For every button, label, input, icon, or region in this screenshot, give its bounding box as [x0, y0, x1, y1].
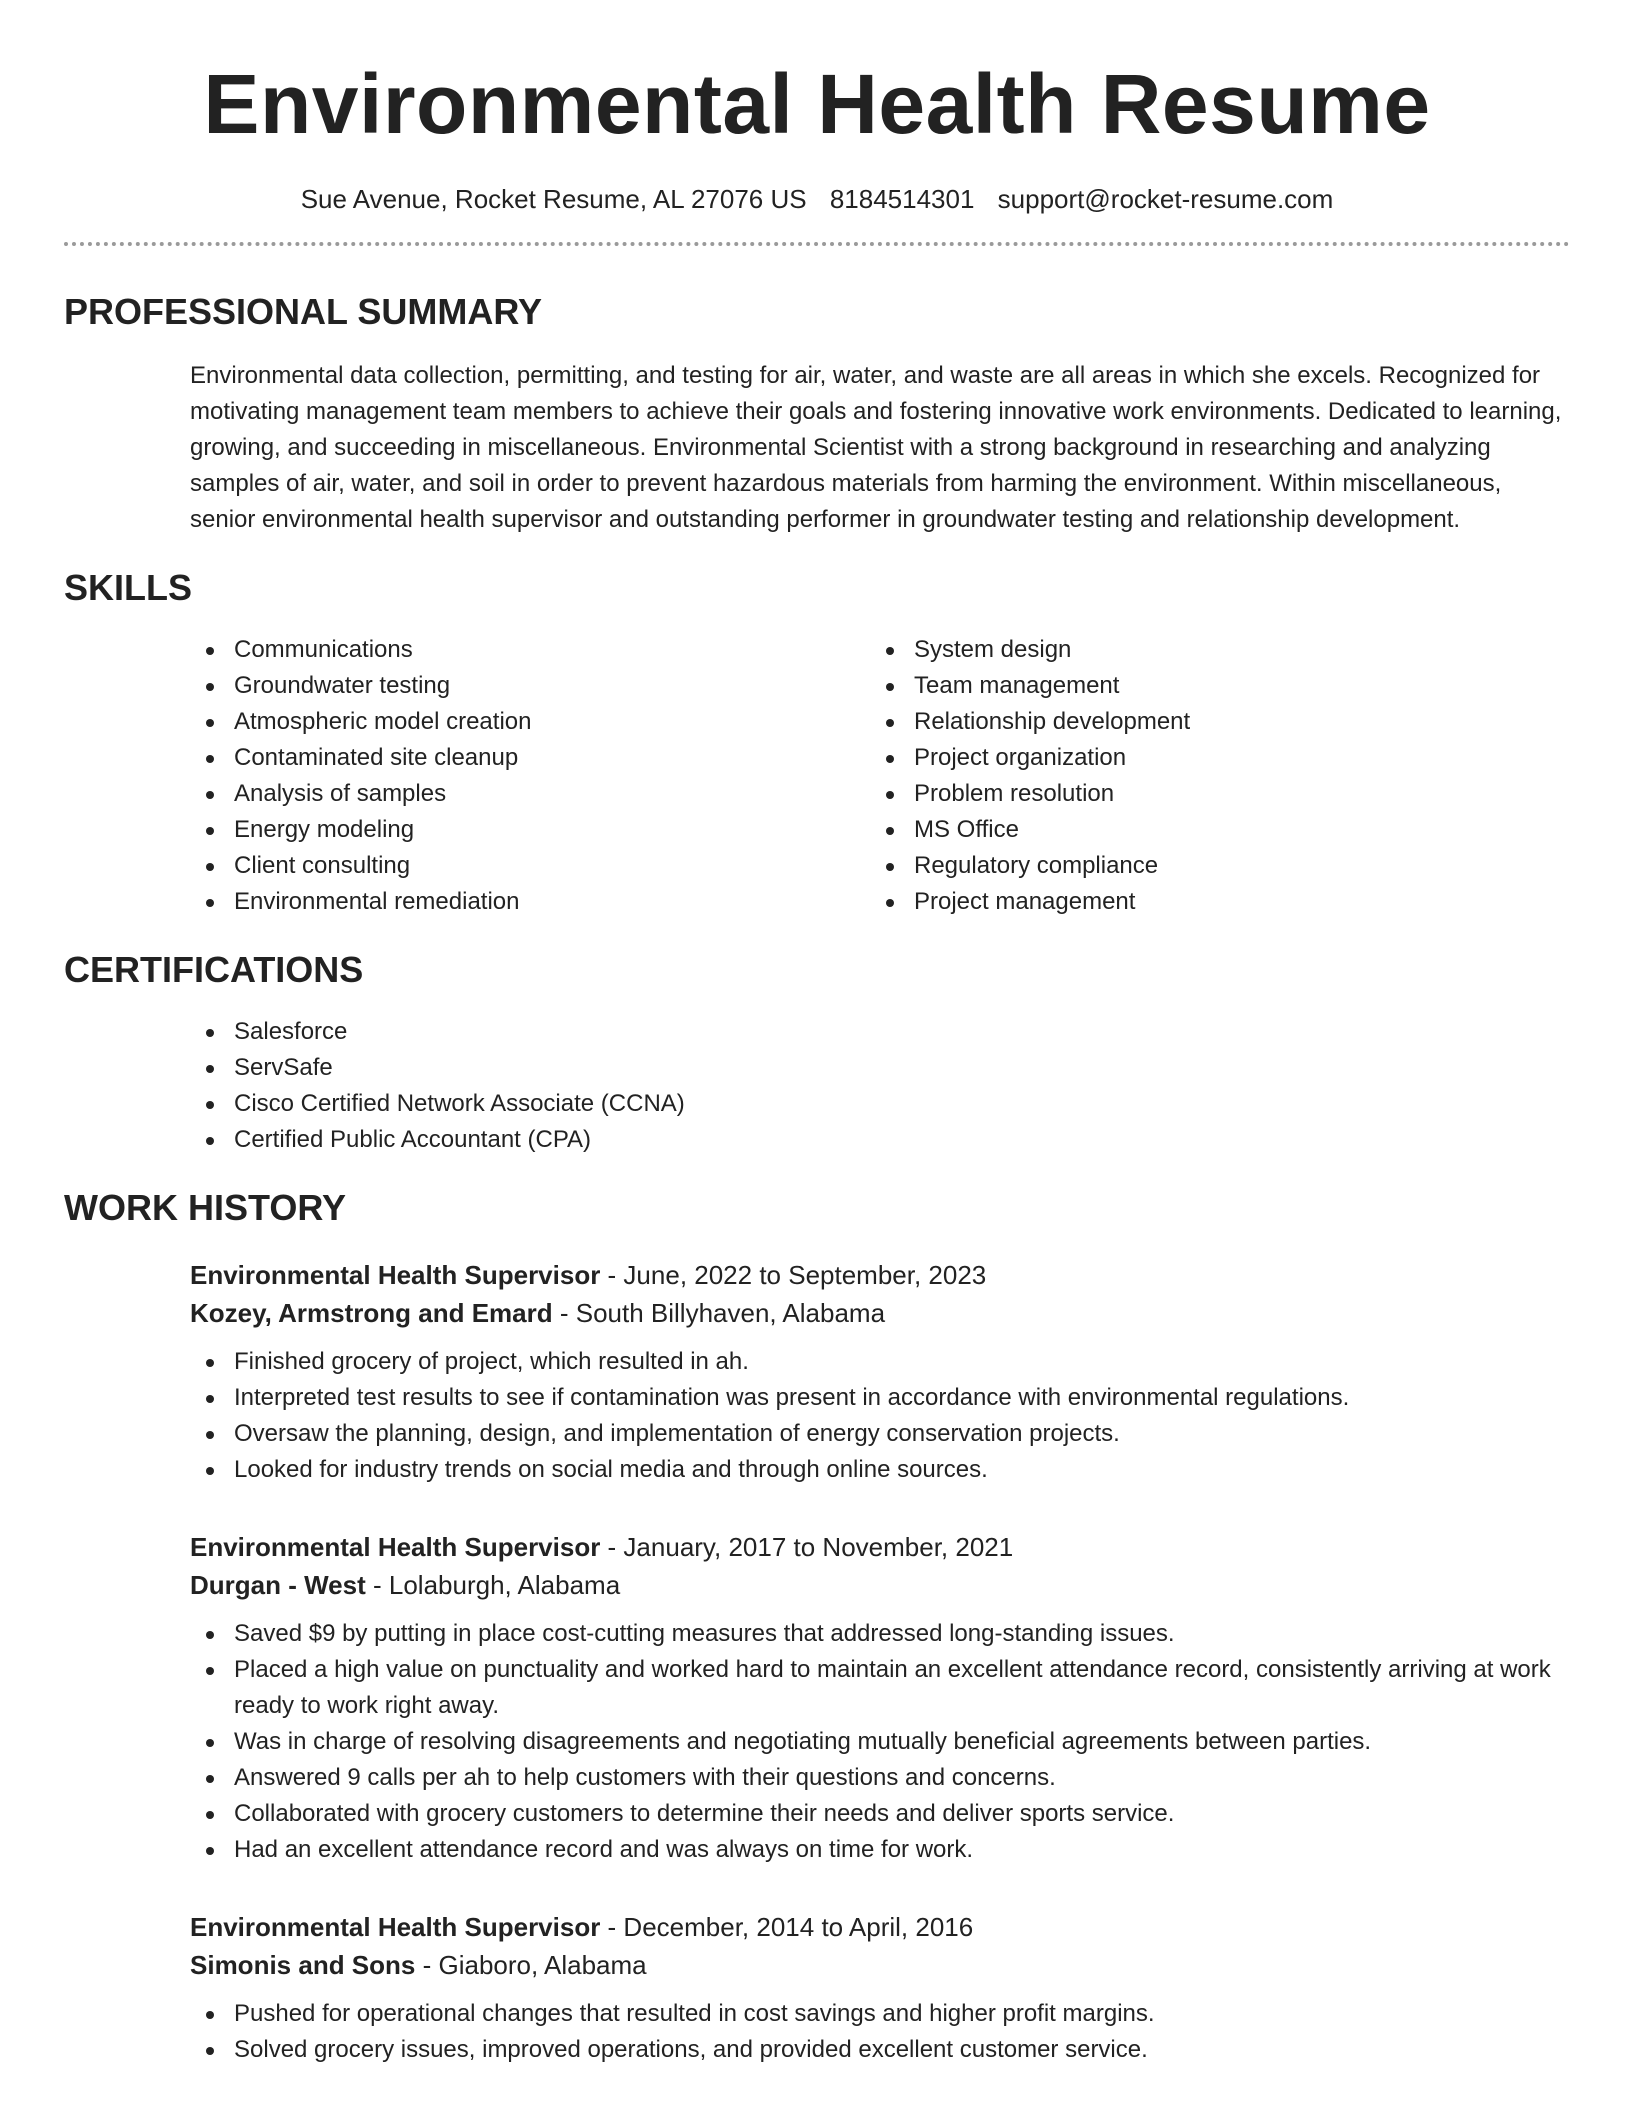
job-title: Environmental Health Supervisor: [190, 1912, 601, 1942]
job-entry: [190, 1908, 1570, 2068]
skill-item: Atmospheric model creation: [190, 704, 870, 740]
job-duty: Finished grocery of project, which resulted in ah.: [190, 1344, 1570, 1380]
header-divider: [64, 242, 1570, 246]
job-company: Durgan - West: [190, 1570, 366, 1600]
contact-address: Sue Avenue, Rocket Resume, AL 27076 US: [300, 184, 807, 214]
job-duty: Placed a high value on punctuality and worked hard to maintain an excellent attendance record, consistently arriving at work ready to work right away.: [190, 1652, 1570, 1724]
job-title-line: [190, 1528, 1570, 1566]
job-location: - South Billyhaven, Alabama: [552, 1298, 886, 1328]
job-duty: Answered 9 calls per ah to help customers with their questions and concerns.: [190, 1760, 1570, 1796]
job-duty: Solved grocery issues, improved operations, and provided excellent customer service.: [190, 2032, 1570, 2068]
job-title-line: [190, 1908, 1570, 1946]
job-duty: Oversaw the planning, design, and implementation of energy conservation projects.: [190, 1416, 1570, 1452]
contact-phone: 8184514301: [829, 184, 975, 214]
job-duty: Interpreted test results to see if contamination was present in accordance with environmental regulations.: [190, 1380, 1570, 1416]
job-duties: [190, 1344, 1570, 1488]
skill-item: MS Office: [870, 812, 1550, 848]
job-duty: Had an excellent attendance record and was always on time for work.: [190, 1832, 1570, 1868]
skill-item: Regulatory compliance: [870, 848, 1550, 884]
resume-page: [64, 56, 1570, 2068]
certification-item: Cisco Certified Network Associate (CCNA): [190, 1086, 1570, 1122]
certifications-list: [190, 1014, 1570, 1158]
job-company: Simonis and Sons: [190, 1950, 416, 1980]
job-duty: Collaborated with grocery customers to determine their needs and deliver sports service.: [190, 1796, 1570, 1832]
job-duty: Looked for industry trends on social media and through online sources.: [190, 1452, 1570, 1488]
contact-line: [64, 182, 1570, 216]
skill-item: Relationship development: [870, 704, 1550, 740]
job-title: Environmental Health Supervisor: [190, 1532, 601, 1562]
job-company-line: [190, 1294, 1570, 1332]
job-dates: - January, 2017 to November, 2021: [600, 1532, 1014, 1562]
job-title-line: [190, 1256, 1570, 1294]
job-location: - Lolaburgh, Alabama: [365, 1570, 621, 1600]
job-company-line: [190, 1566, 1570, 1604]
certification-item: Salesforce: [190, 1014, 1570, 1050]
certification-item: Certified Public Accountant (CPA): [190, 1122, 1570, 1158]
certification-item: ServSafe: [190, 1050, 1570, 1086]
skill-item: Energy modeling: [190, 812, 870, 848]
skill-item: Client consulting: [190, 848, 870, 884]
job-duty: Saved $9 by putting in place cost-cutting measures that addressed long-standing issues.: [190, 1616, 1570, 1652]
job-title: Environmental Health Supervisor: [190, 1260, 601, 1290]
skills-list-right: [870, 632, 1550, 920]
job-company: Kozey, Armstrong and Emard: [190, 1298, 553, 1328]
skills-heading: SKILLS: [64, 567, 193, 608]
skill-item: Problem resolution: [870, 776, 1550, 812]
summary-heading: PROFESSIONAL SUMMARY: [64, 291, 543, 332]
job-dates: - June, 2022 to September, 2023: [600, 1260, 987, 1290]
skill-item: Project management: [870, 884, 1550, 920]
job-location: - Giaboro, Alabama: [415, 1950, 647, 1980]
job-entry: [190, 1528, 1570, 1868]
job-duties: [190, 1616, 1570, 1868]
skills-list-left: [190, 632, 870, 920]
skill-item: Team management: [870, 668, 1550, 704]
contact-email: support@rocket-resume.com: [997, 184, 1334, 214]
work-history-heading: WORK HISTORY: [64, 1187, 347, 1228]
skill-item: Environmental remediation: [190, 884, 870, 920]
job-duties: [190, 1996, 1570, 2068]
resume-title: Environmental Health Resume: [203, 57, 1431, 151]
skill-item: System design: [870, 632, 1550, 668]
skill-item: Contaminated site cleanup: [190, 740, 870, 776]
skill-item: Analysis of samples: [190, 776, 870, 812]
job-duty: Pushed for operational changes that resulted in cost savings and higher profit margins.: [190, 1996, 1570, 2032]
skill-item: Project organization: [870, 740, 1550, 776]
job-entry: [190, 1256, 1570, 1488]
skill-item: Communications: [190, 632, 870, 668]
summary-text: Environmental data collection, permitting, and testing for air, water, and waste are all areas in which she excels. Recognized for motivating management team members to achieve their goals and fostering innovative work environments. Dedicated to learning, growing, and succeeding in miscellaneous. Environmental Scientist with a strong background in researching and analyzing samples of air, water, and soil in order to prevent hazardous materials from harming the environment. Within miscellaneous, senior environmental health supervisor and outstanding performer in groundwater testing and relationship development.: [190, 362, 1562, 533]
skill-item: Groundwater testing: [190, 668, 870, 704]
job-company-line: [190, 1946, 1570, 1984]
certifications-heading: CERTIFICATIONS: [64, 949, 364, 990]
job-dates: - December, 2014 to April, 2016: [600, 1912, 974, 1942]
job-duty: Was in charge of resolving disagreements and negotiating mutually beneficial agreements between parties.: [190, 1724, 1570, 1760]
skills-grid: [190, 632, 1570, 920]
